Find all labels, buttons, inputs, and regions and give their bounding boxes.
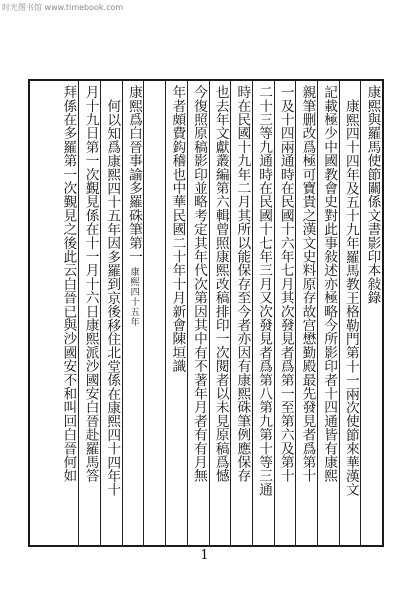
- text-column: [165, 81, 187, 545]
- text-column: [295, 81, 317, 545]
- text-column: [122, 81, 144, 545]
- column-text: 康熙爲白晉事諭多羅硃筆第一: [125, 85, 142, 264]
- text-column: [187, 81, 209, 545]
- text-column: [57, 81, 79, 545]
- page-number: 1: [200, 548, 209, 563]
- column-text: 拜係在多羅第一次覲見之後此云白晉已與沙國安不和叫回白晉何如: [60, 85, 77, 483]
- text-column: [360, 81, 382, 545]
- text-frame: [28, 79, 384, 547]
- text-column: [143, 81, 165, 545]
- text-column: [317, 81, 339, 545]
- column-text: 何以知爲康熙四十五年因多羅到京後移住北堂係在康熙四十四年十: [104, 99, 121, 497]
- column-text: 也去年文獻叢編第六輯曾照康熙改稿排印一次閱者以未見原稿爲憾: [212, 85, 229, 483]
- column-text: 時在民國十九年二月其所以能保存至今者亦因有康熙硃筆例應保存: [234, 85, 251, 483]
- column-text: 月十九日第一次覲見係在十一月十六日康熙派沙國安白晉赴羅馬答: [82, 85, 99, 483]
- text-column: [252, 81, 274, 545]
- column-text: 記載極少中國教會史對此事敍述亦極略今所影印者十四通皆有康熙: [321, 85, 338, 483]
- text-column: [209, 81, 231, 545]
- column-text: 今復照原稿影印並略考定其年代次第因其中有不著年月者有有月無: [191, 85, 207, 483]
- column-text: 康熙四十四年及五十九年羅馬教王格勒門第十一兩次使節來華漢文: [342, 99, 359, 497]
- text-column: [230, 81, 252, 545]
- column-text: 年者頗費鈎稽也中華民國二十年十月新會陳垣識: [169, 85, 186, 373]
- column-text: 康熙與羅馬使節關係文書影印本敍錄: [364, 85, 381, 305]
- watermark: 时光图书馆 www.timebook.com: [2, 3, 124, 12]
- text-column: [78, 81, 100, 545]
- text-column: [100, 81, 122, 545]
- column-text: 一及十四兩通時在民國十六年七月其次發見者爲第一至第六及第十: [277, 85, 294, 483]
- column-text: 親筆删改爲極可寶貴之漢文史料原存故宫懋勤殿最先發見者爲第十: [299, 85, 316, 483]
- column-text: 二十三等九通時在民國十七年三月又次發見者爲第八第九第十等三通: [256, 85, 273, 496]
- text-column: [339, 81, 361, 545]
- column-annotation: 康熙四十五年: [128, 267, 139, 328]
- text-column: [274, 81, 296, 545]
